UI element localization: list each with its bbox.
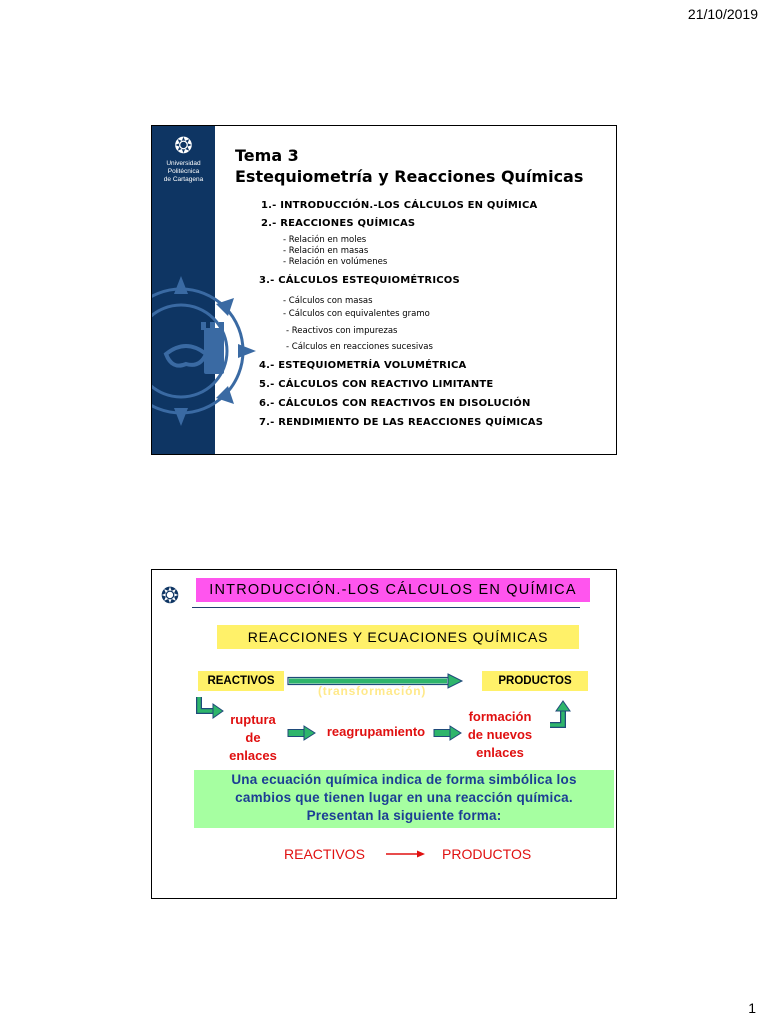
toc-subitem: - Cálculos con equivalentes gramo xyxy=(283,309,430,319)
slide-header: INTRODUCCIÓN.-LOS CÁLCULOS EN QUÍMICA xyxy=(196,578,590,602)
toc-item: 4.- ESTEQUIOMETRÍA VOLUMÉTRICA xyxy=(259,360,467,371)
equation-arrow-icon xyxy=(386,849,426,859)
page-number: 1 xyxy=(748,1000,756,1016)
university-sidebar xyxy=(152,126,215,454)
slide-title-line1: Tema 3 xyxy=(235,146,299,165)
page-date: 21/10/2019 xyxy=(687,6,758,22)
productos-label: PRODUCTOS xyxy=(482,671,588,691)
equation-reactivos: REACTIVOS xyxy=(284,846,365,862)
toc-item: 6.- CÁLCULOS CON REACTIVOS EN DISOLUCIÓN xyxy=(259,398,531,409)
university-name: Universidad Politécnica de Cartagena xyxy=(163,160,204,183)
toc-subitem: - Relación en volúmenes xyxy=(283,257,388,267)
toc-item: 1.- INTRODUCCIÓN.-LOS CÁLCULOS EN QUÍMICA xyxy=(261,200,538,211)
toc-subitem: - Reactivos con impurezas xyxy=(286,326,398,336)
equation-productos: PRODUCTOS xyxy=(442,846,532,862)
slide-tema-3 xyxy=(151,125,617,455)
university-logo-icon: ❂ xyxy=(160,584,180,609)
toc-item: 7.- RENDIMIENTO DE LAS REACCIONES QUÍMICAS xyxy=(259,417,544,428)
bent-arrow-up-icon xyxy=(550,700,576,728)
slide-introduccion xyxy=(151,569,617,899)
toc-subitem: - Cálculos con masas xyxy=(283,296,373,306)
arrow-right-icon xyxy=(288,726,316,740)
transformacion-label: (transformación) xyxy=(318,684,427,698)
toc-item: 5.- CÁLCULOS CON REACTIVO LIMITANTE xyxy=(259,379,494,390)
formacion-label: formación de nuevos enlaces xyxy=(467,709,533,760)
header-divider xyxy=(192,607,580,608)
ruptura-label: ruptura de enlaces xyxy=(229,712,277,763)
university-logo-icon: ❂ xyxy=(174,134,193,159)
toc-subitem: - Cálculos en reacciones sucesivas xyxy=(286,342,433,352)
reagrupamiento-label: reagrupamiento xyxy=(326,724,426,739)
slide-subheader: REACCIONES Y ECUACIONES QUÍMICAS xyxy=(217,625,579,649)
university-emblem-icon xyxy=(151,276,256,426)
info-box: Una ecuación química indica de forma simbólica los cambios que tienen lugar en una reacción química. Presentan la siguiente forma: xyxy=(194,770,614,828)
reactivos-label: REACTIVOS xyxy=(198,671,284,691)
toc-item: 3.- CÁLCULOS ESTEQUIOMÉTRICOS xyxy=(259,275,460,286)
slide-title-line2: Estequiometría y Reacciones Químicas xyxy=(235,167,584,186)
toc-subitem: - Relación en moles xyxy=(283,235,367,245)
toc-subitem: - Relación en masas xyxy=(283,246,369,256)
toc-item: 2.- REACCIONES QUÍMICAS xyxy=(261,218,416,229)
